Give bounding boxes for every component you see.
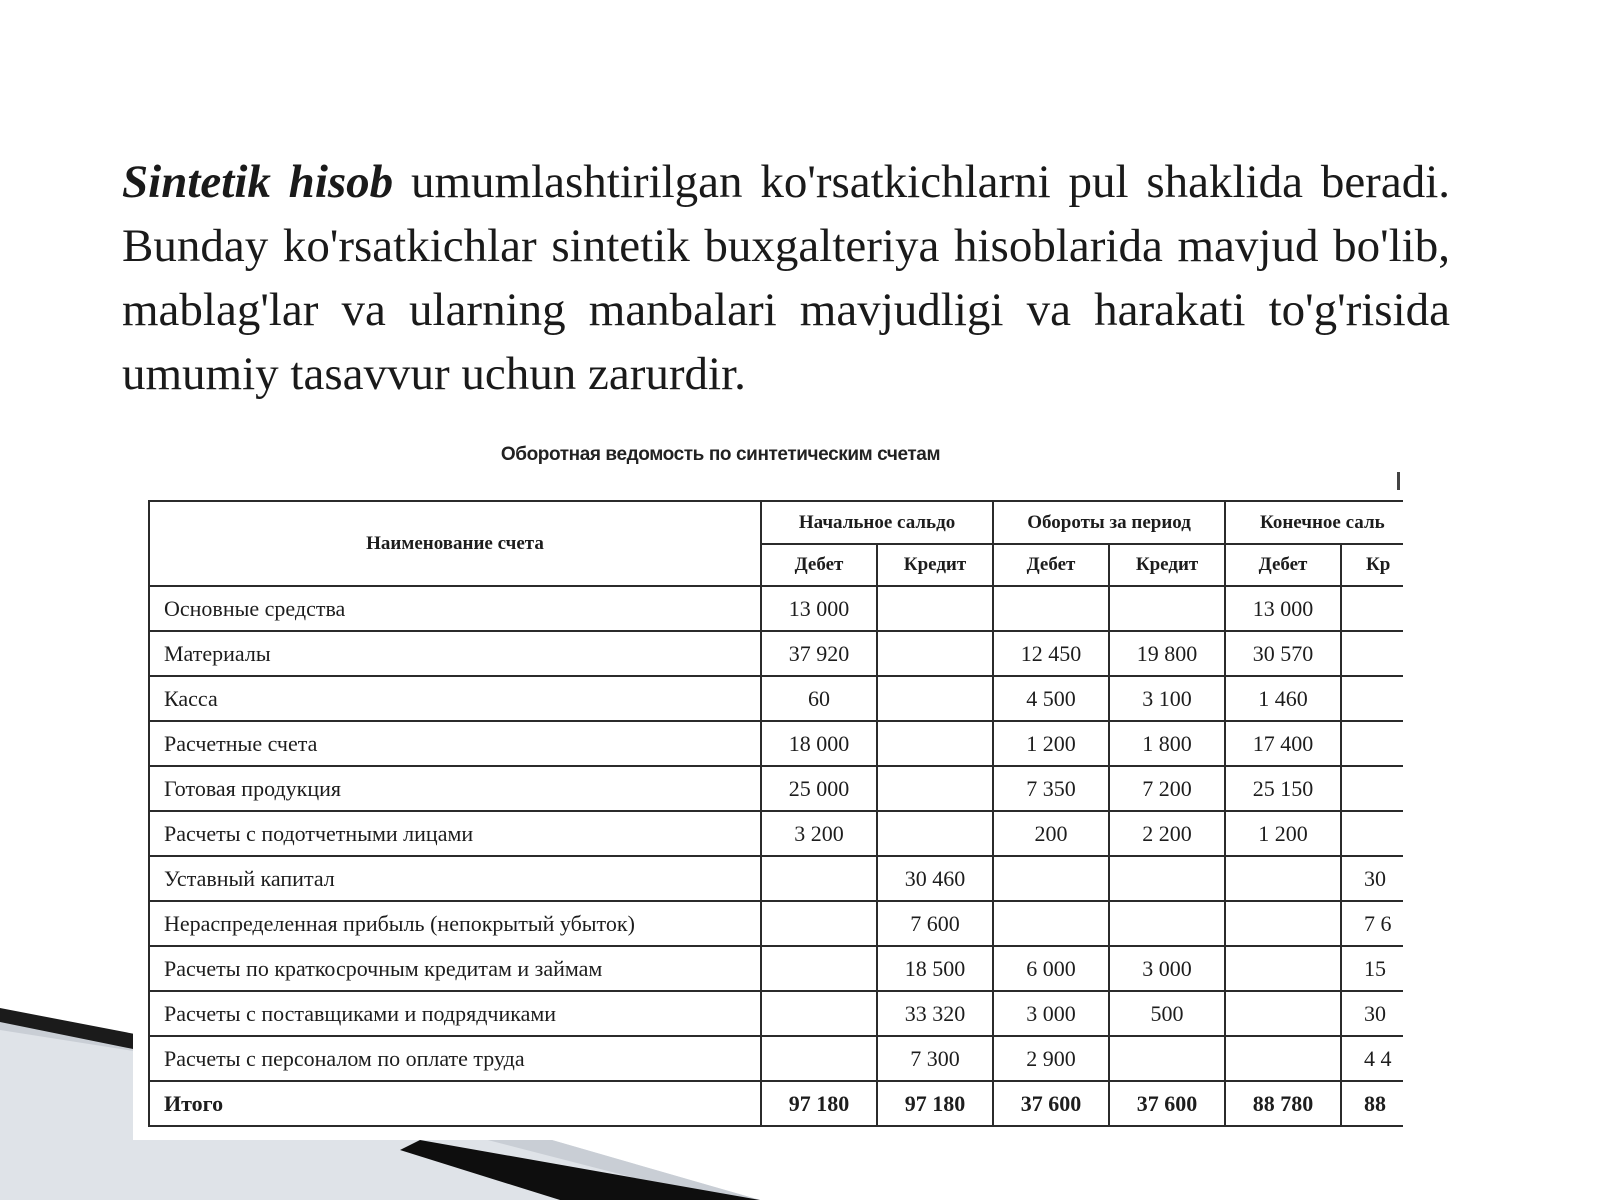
amount-cell bbox=[761, 856, 877, 901]
amount-cell: 6 000 bbox=[993, 946, 1109, 991]
amount-cell: 1 460 bbox=[1225, 676, 1341, 721]
account-name-cell: Расчеты с подотчетными лицами bbox=[149, 811, 761, 856]
table-row bbox=[149, 721, 1403, 766]
amount-cell: 7 200 bbox=[1109, 766, 1225, 811]
amount-cell: 13 000 bbox=[761, 586, 877, 631]
amount-cell bbox=[1225, 946, 1341, 991]
amount-cell: 7 6 bbox=[1341, 901, 1403, 946]
amount-cell: 19 800 bbox=[1109, 631, 1225, 676]
account-name-cell: Расчеты по краткосрочным кредитам и займам bbox=[149, 946, 761, 991]
amount-cell: 88 780 bbox=[1225, 1081, 1341, 1126]
account-name-cell: Нераспределенная прибыль (непокрытый убыток) bbox=[149, 901, 761, 946]
table-row bbox=[149, 901, 1403, 946]
account-name-header: Наименование счета bbox=[149, 501, 761, 586]
amount-cell bbox=[1225, 1036, 1341, 1081]
amount-cell: 25 150 bbox=[1225, 766, 1341, 811]
account-name-cell: Материалы bbox=[149, 631, 761, 676]
amount-cell bbox=[1225, 856, 1341, 901]
account-name-cell: Расчетные счета bbox=[149, 721, 761, 766]
amount-cell: 500 bbox=[1109, 991, 1225, 1036]
table-row bbox=[149, 631, 1403, 676]
amount-cell: 37 600 bbox=[1109, 1081, 1225, 1126]
group-header-opening-balance: Начальное сальдо bbox=[761, 501, 993, 544]
amount-cell bbox=[877, 631, 993, 676]
amount-cell: 30 460 bbox=[877, 856, 993, 901]
amount-cell bbox=[1341, 676, 1403, 721]
amount-cell: 3 000 bbox=[993, 991, 1109, 1036]
sub-header: Кредит bbox=[1109, 544, 1225, 586]
table-row bbox=[149, 856, 1403, 901]
amount-cell bbox=[1109, 586, 1225, 631]
amount-cell bbox=[1109, 901, 1225, 946]
intro-paragraph bbox=[122, 150, 1450, 406]
amount-cell bbox=[761, 901, 877, 946]
account-name-cell: Расчеты с поставщиками и подрядчиками bbox=[149, 991, 761, 1036]
amount-cell bbox=[1341, 766, 1403, 811]
amount-cell bbox=[993, 856, 1109, 901]
table-row bbox=[149, 1036, 1403, 1081]
account-name-cell: Основные средства bbox=[149, 586, 761, 631]
account-name-cell: Расчеты с персоналом по оплате труда bbox=[149, 1036, 761, 1081]
account-name-cell: Касса bbox=[149, 676, 761, 721]
amount-cell: 7 350 bbox=[993, 766, 1109, 811]
sub-header: Дебет bbox=[761, 544, 877, 586]
scanned-table-image bbox=[133, 432, 1403, 1140]
amount-cell bbox=[761, 946, 877, 991]
table-title: Оборотная ведомость по синтетическим счетам bbox=[500, 444, 941, 465]
group-header-period-turnover: Обороты за период bbox=[993, 501, 1225, 544]
group-header-closing-balance: Конечное саль bbox=[1225, 501, 1403, 544]
amount-cell bbox=[1225, 991, 1341, 1036]
table-total-row bbox=[149, 1081, 1403, 1126]
table-row bbox=[149, 811, 1403, 856]
table-row bbox=[149, 991, 1403, 1036]
amount-cell: 37 920 bbox=[761, 631, 877, 676]
amount-cell: 17 400 bbox=[1225, 721, 1341, 766]
amount-cell: 3 000 bbox=[1109, 946, 1225, 991]
account-name-cell: Уставный капитал bbox=[149, 856, 761, 901]
amount-cell: 4 4 bbox=[1341, 1036, 1403, 1081]
turnover-sheet-table bbox=[148, 500, 1403, 1127]
amount-cell: 3 200 bbox=[761, 811, 877, 856]
amount-cell bbox=[877, 586, 993, 631]
amount-cell: 15 bbox=[1341, 946, 1403, 991]
amount-cell: 1 200 bbox=[993, 721, 1109, 766]
amount-cell: 97 180 bbox=[877, 1081, 993, 1126]
sub-header: Кредит bbox=[877, 544, 993, 586]
amount-cell: 1 200 bbox=[1225, 811, 1341, 856]
amount-cell bbox=[993, 901, 1109, 946]
amount-cell: 97 180 bbox=[761, 1081, 877, 1126]
amount-cell bbox=[1225, 901, 1341, 946]
amount-cell: 33 320 bbox=[877, 991, 993, 1036]
amount-cell bbox=[1341, 631, 1403, 676]
amount-cell bbox=[877, 676, 993, 721]
amount-cell bbox=[1341, 721, 1403, 766]
account-name-cell: Готовая продукция bbox=[149, 766, 761, 811]
amount-cell: 30 bbox=[1341, 856, 1403, 901]
amount-cell: 60 bbox=[761, 676, 877, 721]
sub-header: Дебет bbox=[1225, 544, 1341, 586]
amount-cell bbox=[1109, 856, 1225, 901]
amount-cell: 18 000 bbox=[761, 721, 877, 766]
table-row bbox=[149, 586, 1403, 631]
amount-cell bbox=[1341, 811, 1403, 856]
amount-cell: 7 300 bbox=[877, 1036, 993, 1081]
header-row-groups bbox=[149, 501, 1403, 544]
amount-cell: 30 bbox=[1341, 991, 1403, 1036]
amount-cell bbox=[877, 766, 993, 811]
table-row bbox=[149, 946, 1403, 991]
amount-cell bbox=[877, 721, 993, 766]
paragraph-text: umumlashtirilgan ko'rsatkichlarni pul shaklida beradi. Bunday ko'rsatkichlar sintetik buxgalteriya hisoblarida mavjud bo'lib, mablag'lar va ularning manbalari mavjudligi va harakati to'g'risida umumiy tasavvur uchun zarurdir. bbox=[122, 156, 1450, 400]
amount-cell: 200 bbox=[993, 811, 1109, 856]
sub-header: Кр bbox=[1341, 544, 1403, 586]
amount-cell: 3 100 bbox=[1109, 676, 1225, 721]
account-name-cell: Итого bbox=[149, 1081, 761, 1126]
amount-cell: 37 600 bbox=[993, 1081, 1109, 1126]
scan-edge-mark bbox=[1397, 472, 1400, 490]
amount-cell: 12 450 bbox=[993, 631, 1109, 676]
amount-cell: 7 600 bbox=[877, 901, 993, 946]
amount-cell bbox=[761, 991, 877, 1036]
amount-cell: 25 000 bbox=[761, 766, 877, 811]
amount-cell bbox=[761, 1036, 877, 1081]
table-row bbox=[149, 766, 1403, 811]
sub-header: Дебет bbox=[993, 544, 1109, 586]
amount-cell: 13 000 bbox=[1225, 586, 1341, 631]
amount-cell bbox=[877, 811, 993, 856]
amount-cell: 1 800 bbox=[1109, 721, 1225, 766]
amount-cell: 88 bbox=[1341, 1081, 1403, 1126]
amount-cell: 2 900 bbox=[993, 1036, 1109, 1081]
amount-cell bbox=[1109, 1036, 1225, 1081]
paragraph-term: Sintetik hisob bbox=[122, 156, 394, 208]
amount-cell: 30 570 bbox=[1225, 631, 1341, 676]
amount-cell: 4 500 bbox=[993, 676, 1109, 721]
amount-cell bbox=[993, 586, 1109, 631]
table-row bbox=[149, 676, 1403, 721]
amount-cell: 2 200 bbox=[1109, 811, 1225, 856]
amount-cell bbox=[1341, 586, 1403, 631]
amount-cell: 18 500 bbox=[877, 946, 993, 991]
